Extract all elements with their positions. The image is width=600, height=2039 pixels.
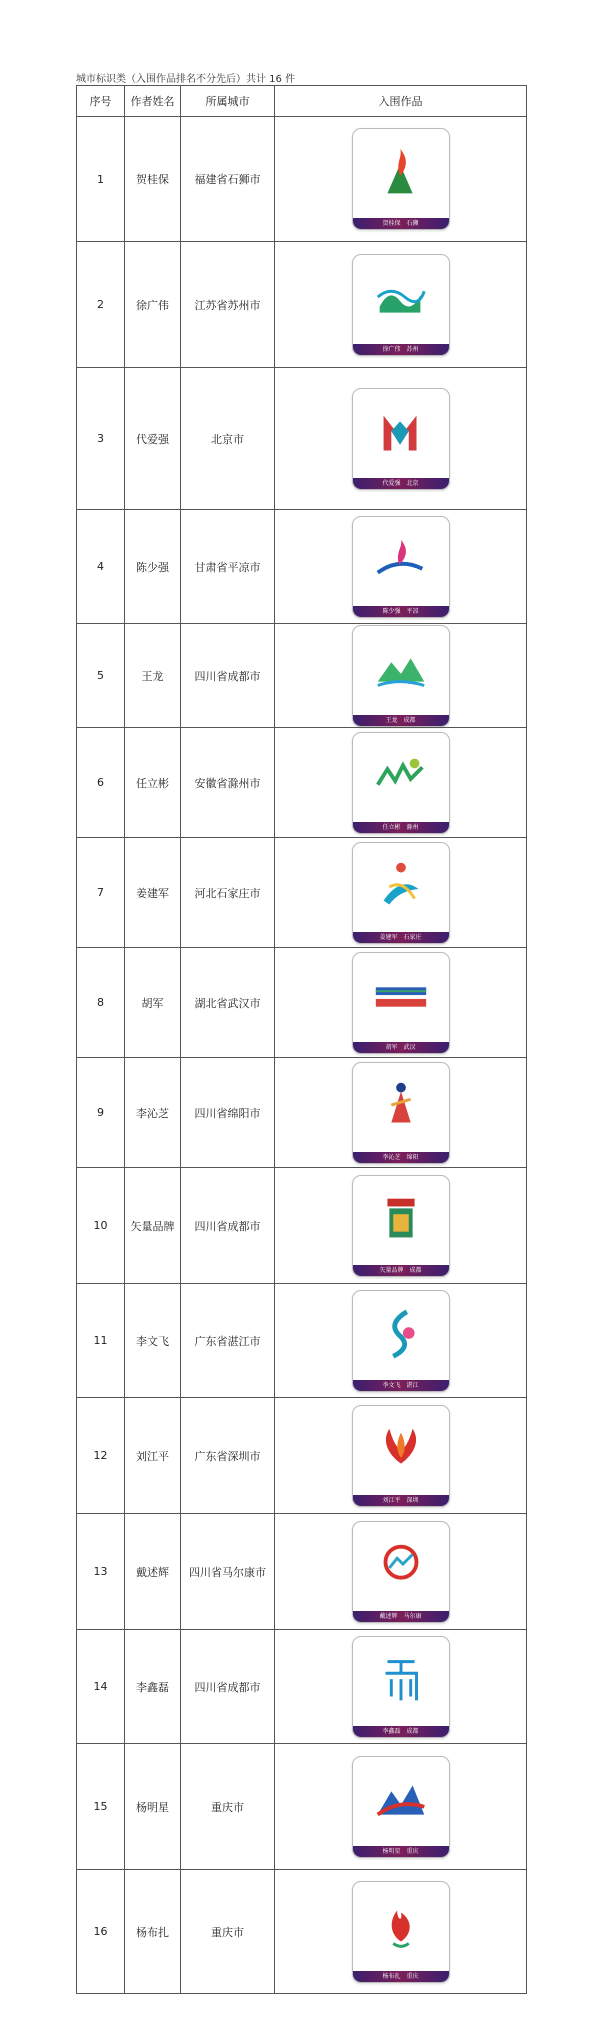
cell-author: 杨布扎	[125, 1870, 181, 1994]
cell-author: 胡军	[125, 948, 181, 1058]
table-row	[77, 1168, 527, 1284]
cell-city: 福建省石狮市	[181, 117, 275, 242]
table-row	[77, 1514, 527, 1630]
card-label: 胡军 武汉	[353, 1042, 449, 1053]
logo-card	[352, 952, 450, 1054]
table-header-row	[77, 86, 527, 117]
logo-card	[352, 1756, 450, 1858]
table-row	[77, 728, 527, 838]
card-label: 杨布扎 重庆	[353, 1971, 449, 1982]
cell-city: 四川省马尔康市	[181, 1514, 275, 1630]
cell-work	[275, 510, 527, 624]
header-author: 作者姓名	[125, 86, 181, 117]
table-row	[77, 1744, 527, 1870]
mountain-stupa-logo-icon	[353, 626, 449, 715]
cell-no: 1	[77, 117, 125, 242]
cell-no: 8	[77, 948, 125, 1058]
card-label: 李沁芝 绵阳	[353, 1152, 449, 1163]
table-row	[77, 368, 527, 510]
cell-no: 10	[77, 1168, 125, 1284]
calligraphy-logo-icon	[353, 1637, 449, 1726]
cell-city: 广东省湛江市	[181, 1284, 275, 1398]
cell-work	[275, 1744, 527, 1870]
logo-card	[352, 1521, 450, 1623]
cell-city: 四川省成都市	[181, 1168, 275, 1284]
logo-card	[352, 1881, 450, 1983]
card-label: 徐广伟 苏州	[353, 344, 449, 355]
logo-card	[352, 1175, 450, 1277]
cell-no: 16	[77, 1870, 125, 1994]
card-label: 矢量品牌 成都	[353, 1265, 449, 1276]
table-row	[77, 1870, 527, 1994]
cell-work	[275, 1630, 527, 1744]
flame-torch-logo-icon	[353, 1882, 449, 1971]
cell-author: 李文飞	[125, 1284, 181, 1398]
cell-no: 7	[77, 838, 125, 948]
logo-card	[352, 1636, 450, 1738]
cell-work	[275, 624, 527, 728]
table-row	[77, 510, 527, 624]
card-label: 代爱强 北京	[353, 478, 449, 489]
card-label: 李鑫磊 成都	[353, 1726, 449, 1737]
card-label: 王龙 成都	[353, 715, 449, 726]
cell-author: 任立彬	[125, 728, 181, 838]
header-work: 入围作品	[275, 86, 527, 117]
cell-no: 6	[77, 728, 125, 838]
cell-city: 重庆市	[181, 1744, 275, 1870]
wave-mountain-logo-icon	[353, 255, 449, 344]
green-script-logo-icon	[353, 733, 449, 822]
letter-m-logo-icon	[353, 389, 449, 478]
cell-work	[275, 117, 527, 242]
cell-city: 四川省成都市	[181, 1630, 275, 1744]
logo-card	[352, 1405, 450, 1507]
cell-author: 杨明星	[125, 1744, 181, 1870]
cell-author: 刘江平	[125, 1398, 181, 1514]
flame-mountain-logo-icon	[353, 129, 449, 218]
cell-author: 代爱强	[125, 368, 181, 510]
cell-work	[275, 242, 527, 368]
logo-card	[352, 625, 450, 727]
card-label: 姜建军 石家庄	[353, 932, 449, 943]
entries-table	[76, 85, 527, 1994]
cell-work	[275, 728, 527, 838]
cell-author: 姜建军	[125, 838, 181, 948]
ribbon-flame-logo-icon	[353, 517, 449, 606]
cell-work	[275, 1058, 527, 1168]
logo-card	[352, 842, 450, 944]
logo-card	[352, 516, 450, 618]
cell-author: 李沁芝	[125, 1058, 181, 1168]
circle-mountain-logo-icon	[353, 1522, 449, 1611]
cell-no: 2	[77, 242, 125, 368]
cell-author: 王龙	[125, 624, 181, 728]
table-row	[77, 242, 527, 368]
logo-card	[352, 388, 450, 490]
cell-author: 李鑫磊	[125, 1630, 181, 1744]
card-label: 贺桂保 石狮	[353, 218, 449, 229]
cell-author: 矢量品牌	[125, 1168, 181, 1284]
logo-card	[352, 1290, 450, 1392]
cell-no: 9	[77, 1058, 125, 1168]
cell-city: 安徽省滁州市	[181, 728, 275, 838]
cell-no: 4	[77, 510, 125, 624]
card-label: 戴述辉 马尔康	[353, 1611, 449, 1622]
cell-no: 13	[77, 1514, 125, 1630]
mountain-brush-logo-icon	[353, 1757, 449, 1846]
cell-no: 14	[77, 1630, 125, 1744]
cell-city: 四川省绵阳市	[181, 1058, 275, 1168]
cell-work	[275, 838, 527, 948]
cell-city: 甘肃省平凉市	[181, 510, 275, 624]
cell-city: 广东省深圳市	[181, 1398, 275, 1514]
cell-work	[275, 948, 527, 1058]
cell-author: 贺桂保	[125, 117, 181, 242]
cell-work	[275, 1284, 527, 1398]
logo-card	[352, 732, 450, 834]
cell-work	[275, 1514, 527, 1630]
table-row	[77, 1284, 527, 1398]
table-row	[77, 1058, 527, 1168]
cell-no: 5	[77, 624, 125, 728]
table-row	[77, 117, 527, 242]
cell-no: 3	[77, 368, 125, 510]
cell-author: 徐广伟	[125, 242, 181, 368]
cell-work	[275, 1870, 527, 1994]
card-label: 陈少强 平凉	[353, 606, 449, 617]
cell-city: 江苏省苏州市	[181, 242, 275, 368]
table-caption: 城市标识类（入围作品排名不分先后）共计 16 件	[76, 74, 296, 85]
logo-card	[352, 254, 450, 356]
cell-city: 湖北省武汉市	[181, 948, 275, 1058]
table-row	[77, 1398, 527, 1514]
header-no: 序号	[77, 86, 125, 117]
pattern-band-logo-icon	[353, 953, 449, 1042]
card-label: 刘江平 深圳	[353, 1495, 449, 1506]
red-flower-logo-icon	[353, 1406, 449, 1495]
table-row	[77, 948, 527, 1058]
cell-work	[275, 368, 527, 510]
cell-city: 河北石家庄市	[181, 838, 275, 948]
card-label: 李文飞 湛江	[353, 1380, 449, 1391]
cell-author: 戴述辉	[125, 1514, 181, 1630]
fish-swirl-logo-icon	[353, 1291, 449, 1380]
logo-card	[352, 1062, 450, 1164]
cell-author: 陈少强	[125, 510, 181, 624]
card-label: 任立彬 滁州	[353, 822, 449, 833]
dancer-figure-logo-icon	[353, 1063, 449, 1152]
cell-no: 11	[77, 1284, 125, 1398]
cell-no: 15	[77, 1744, 125, 1870]
cell-city: 四川省成都市	[181, 624, 275, 728]
cell-work	[275, 1398, 527, 1514]
dancer-swirl-logo-icon	[353, 843, 449, 932]
cell-city: 重庆市	[181, 1870, 275, 1994]
cell-work	[275, 1168, 527, 1284]
logo-card	[352, 128, 450, 230]
header-city: 所属城市	[181, 86, 275, 117]
card-label: 杨明星 重庆	[353, 1846, 449, 1857]
table-row	[77, 1630, 527, 1744]
tower-logo-icon	[353, 1176, 449, 1265]
table-row	[77, 838, 527, 948]
cell-no: 12	[77, 1398, 125, 1514]
table-row	[77, 624, 527, 728]
cell-city: 北京市	[181, 368, 275, 510]
